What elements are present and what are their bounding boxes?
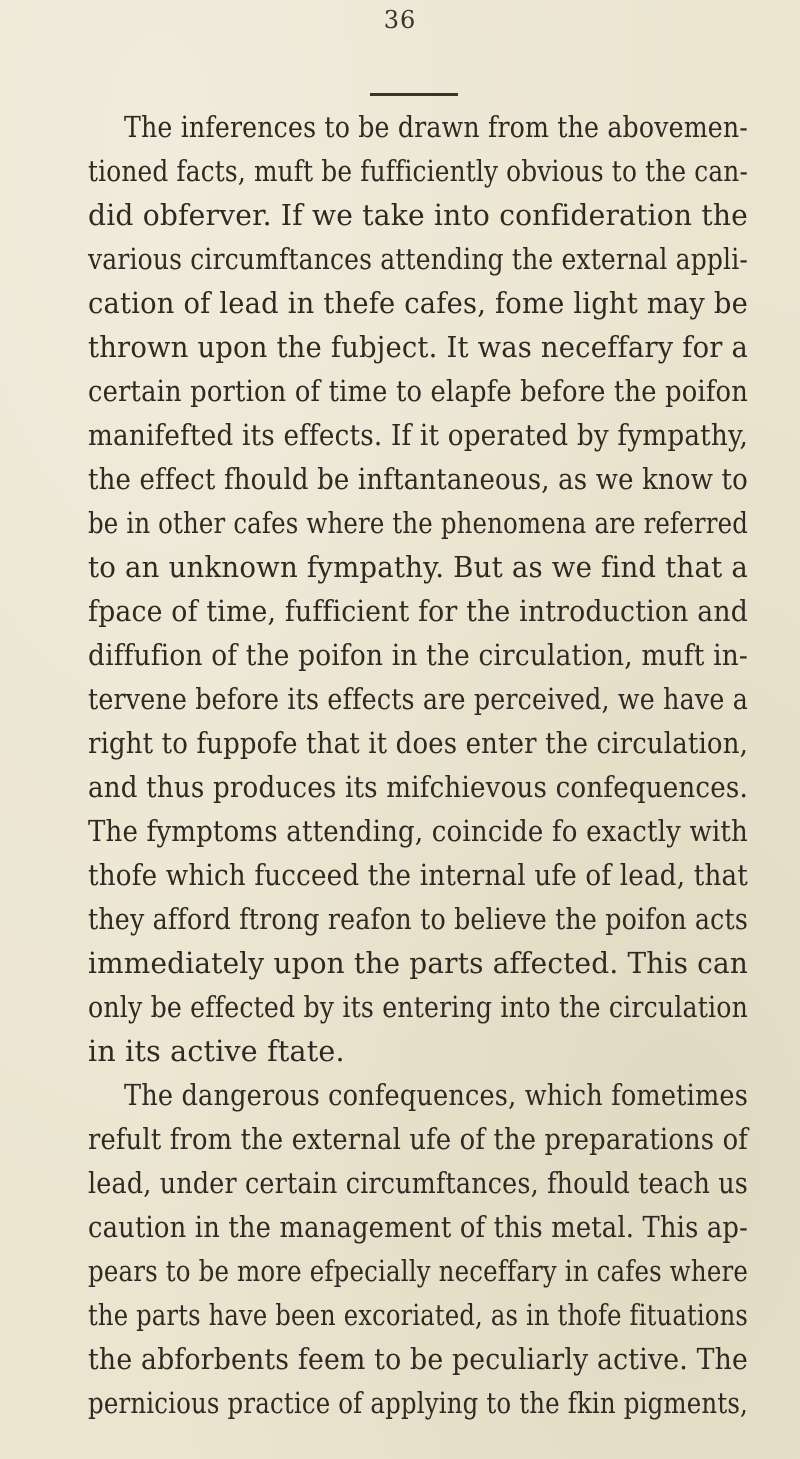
text-line: tervene before its effects are perceived, we have a — [88, 683, 748, 716]
text-line: refult from the external ufe of the preparations of — [88, 1123, 748, 1156]
text-line: the abforbents feem to be peculiarly active. The — [88, 1343, 748, 1376]
text-line: fpace of time, fufficient for the introduction and — [88, 595, 748, 628]
text-line: The dangerous confequences, which fometimes — [124, 1079, 748, 1112]
text-line: thofe which fucceed the internal ufe of lead, that — [88, 859, 748, 892]
text-line: the parts have been excoriated, as in thofe fituations — [88, 1299, 748, 1332]
text-line: pernicious practice of applying to the fkin pigments, — [88, 1387, 748, 1420]
page-number: 36 — [383, 6, 417, 34]
text-line: tioned facts, muft be fufficiently obvious to the can- — [88, 155, 748, 188]
text-line: did obferver. If we take into confideration the — [88, 199, 748, 232]
text-line: in its active ftate. — [88, 1035, 345, 1068]
text-line: right to fuppofe that it does enter the circulation, — [88, 727, 748, 760]
text-line: The inferences to be drawn from the abovemen- — [124, 111, 748, 144]
text-line: caution in the management of this metal. This ap- — [88, 1211, 748, 1244]
text-line: to an unknown fympathy. But as we find that a — [88, 551, 748, 584]
text-line: various circumftances attending the external appli- — [88, 243, 748, 276]
text-line: only be effected by its entering into the circulation — [88, 991, 748, 1024]
text-line: The fymptoms attending, coincide fo exactly with — [88, 815, 748, 848]
text-line: diffufion of the poifon in the circulation, muft in- — [88, 639, 748, 672]
text-line: the effect fhould be inftantaneous, as we know to — [88, 463, 748, 496]
text-line: pears to be more efpecially neceffary in cafes where — [88, 1255, 748, 1288]
text-line: and thus produces its mifchievous confequences. — [88, 771, 748, 804]
text-line: lead, under certain circumftances, fhould teach us — [88, 1167, 748, 1200]
text-line: be in other cafes where the phenomena are referred — [88, 507, 748, 540]
text-line: manifefted its effects. If it operated by fympathy, — [88, 419, 748, 452]
text-line: immediately upon the parts affected. This can — [88, 947, 748, 980]
text-line: thrown upon the fubject. It was neceffary for a — [88, 331, 748, 364]
text-line: they afford ftrong reafon to believe the poifon acts — [88, 903, 748, 936]
text-line: certain portion of time to elapfe before the poifon — [88, 375, 748, 408]
text-line: cation of lead in thefe cafes, fome light may be — [88, 287, 748, 320]
